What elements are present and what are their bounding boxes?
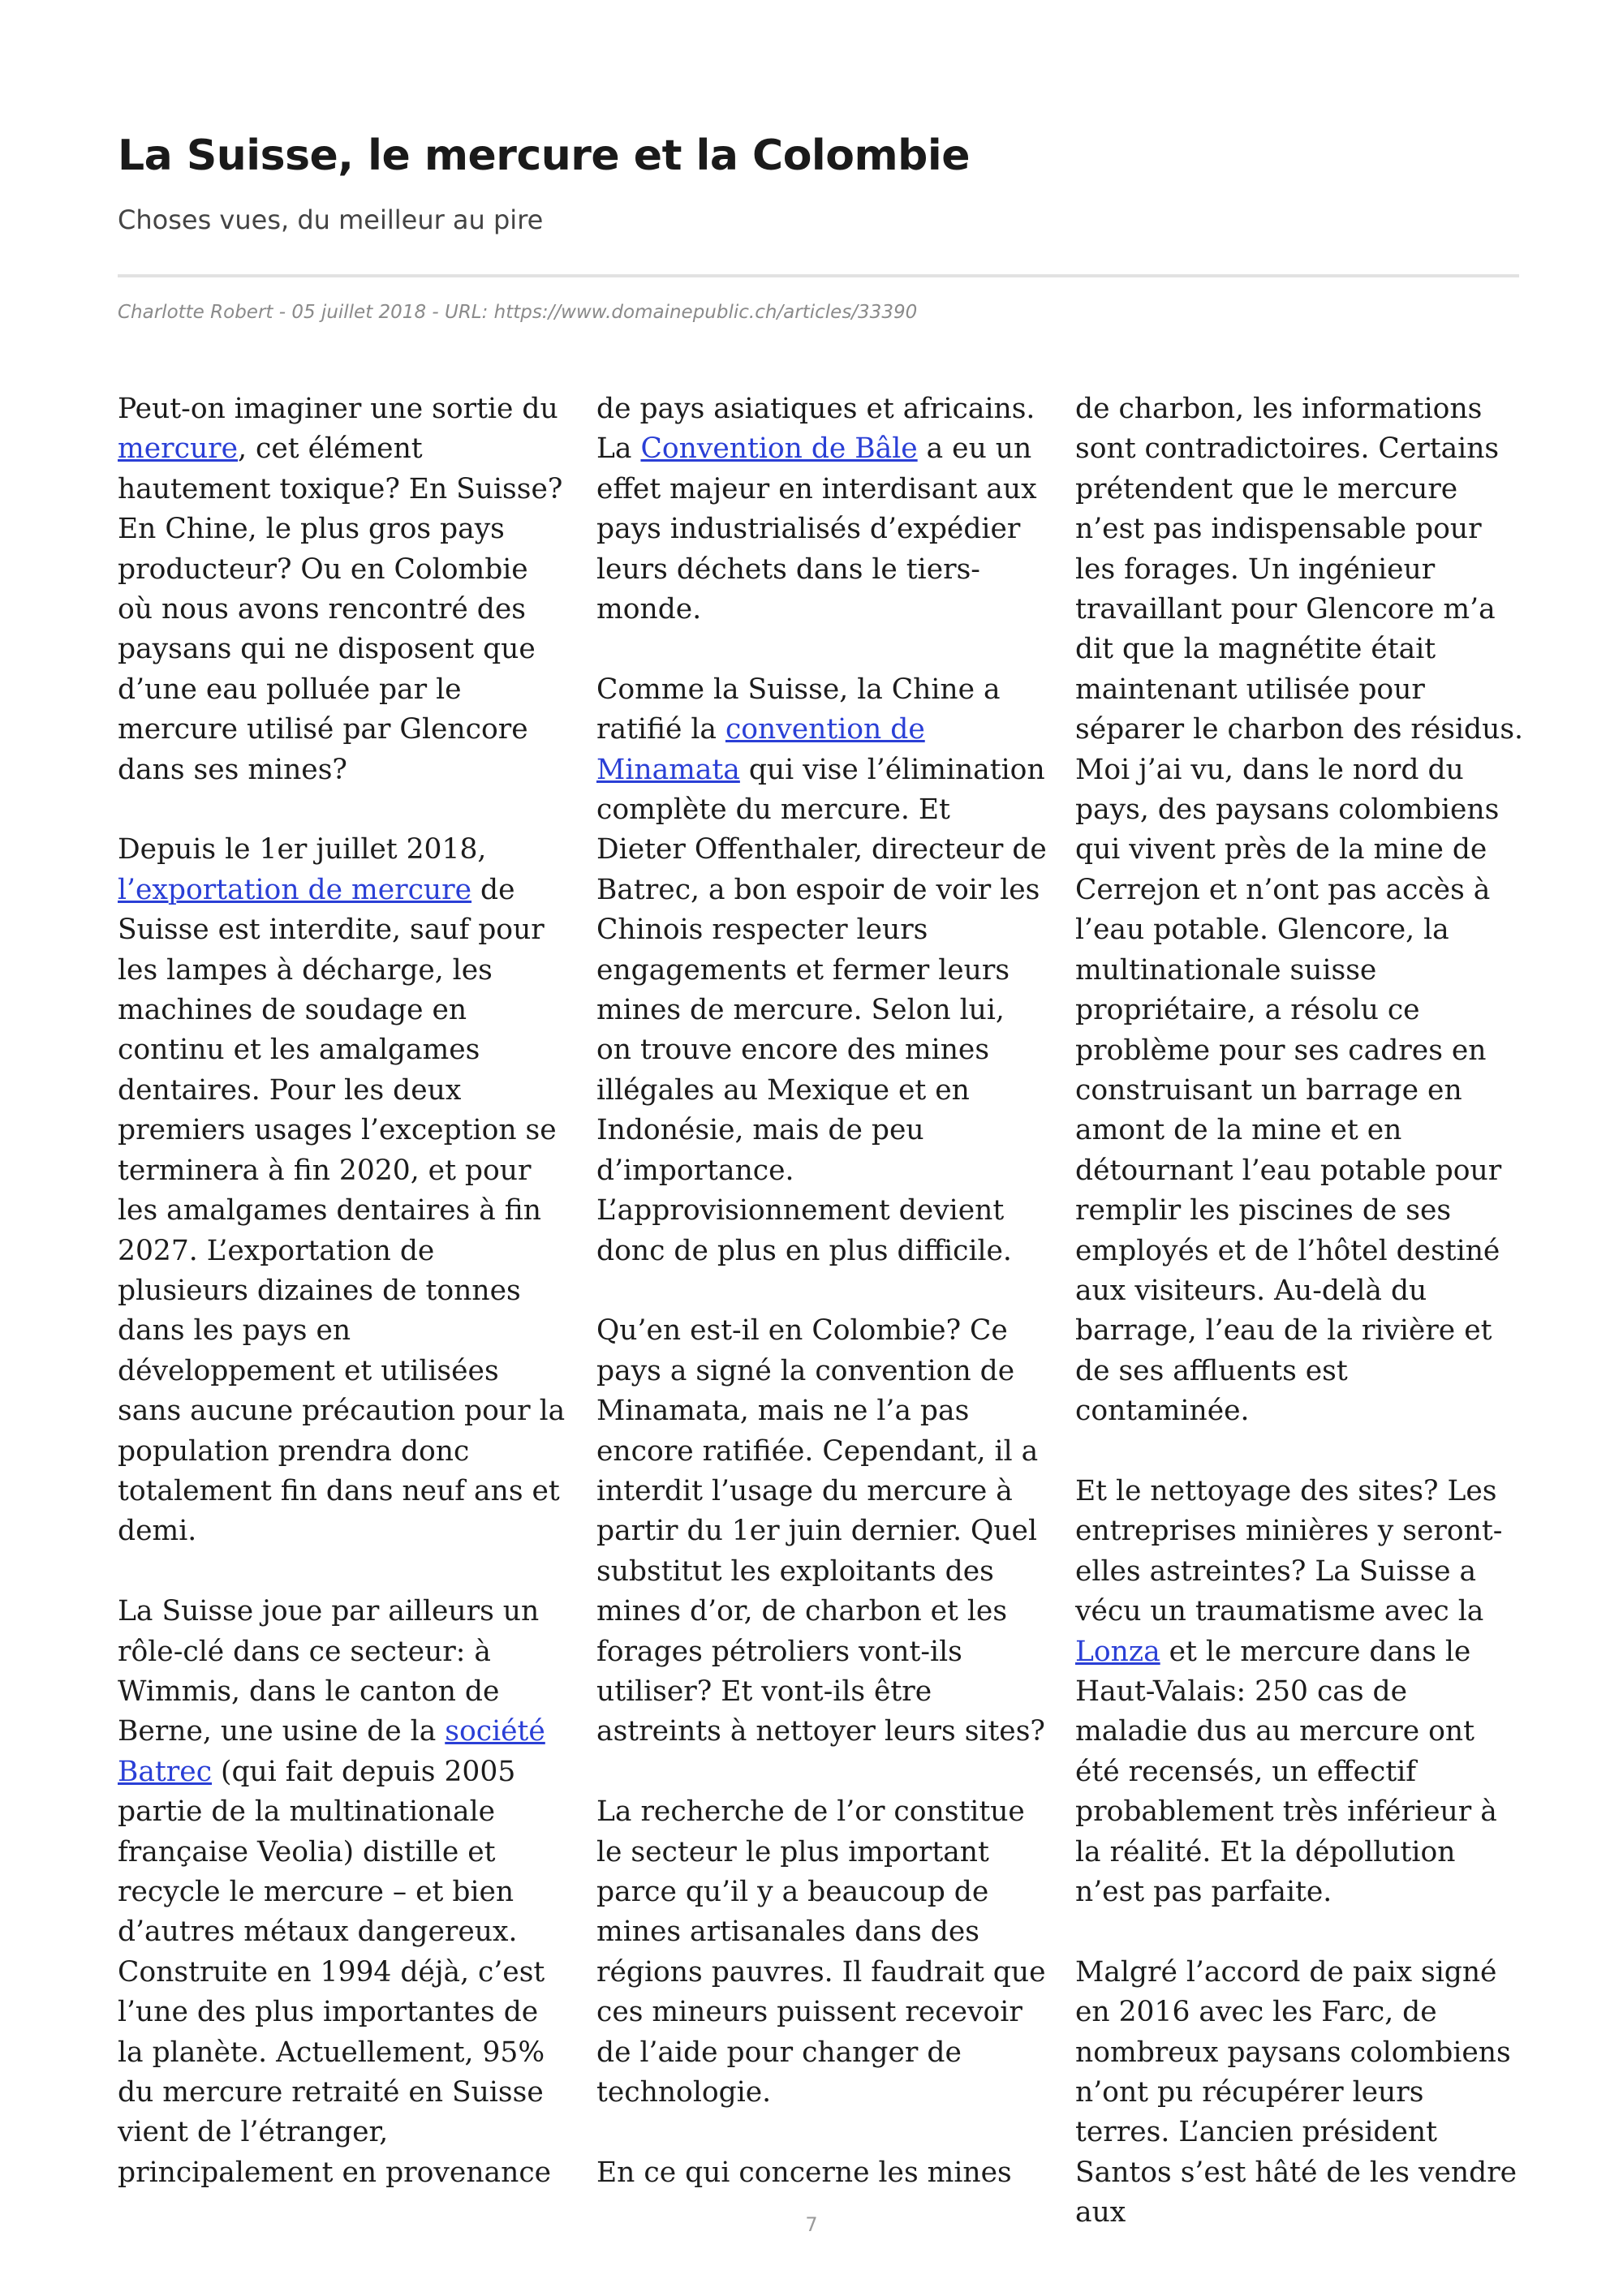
link-convention-bale[interactable]: Convention de Bâle <box>640 432 918 466</box>
paragraph: La recherche de l’or constitue le secteur le plus important parce qu’il y a beaucoup de mines artisanales dans des régions pauvres. Il faudrait que ces mineurs puissent recevoir de l’aide pour changer de technologie. <box>596 1795 1046 2109</box>
article-byline: Charlotte Robert - 05 juillet 2018 - URL: https://www.domainepublic.ch/articles/33390 <box>118 302 918 323</box>
paragraph: de charbon, les informations sont contradictoires. Certains prétendent que le mercure n’est pas indispensable pour les forages. Un ingénieur travaillant pour Glencore m’a dit que la magnétite était maintenant utilisée pour séparer le charbon des résidus. Moi j’ai vu, dans le nord du pays, des paysans colombiens qui vivent près de la mine de Cerrejon et n’ont pas accès à l’eau potable. Glencore, la multinationale suisse propriétaire, a résolu ce problème pour ses cadres en construisant un barrage en amont de la mine et en détournant l’eau potable pour remplir les piscines de ses employés et de l’hôtel destiné aux visiteurs. Au-delà du barrage, l’eau de la rivière et de ses affluents est contaminée. <box>1075 393 1523 1428</box>
article-title: La Suisse, le mercure et la Colombie <box>118 131 970 180</box>
paragraph: Qu’en est-il en Colombie? Ce pays a signé la convention de Minamata, mais ne l’a pas encore ratifiée. Cependant, il a interdit l’usage du mercure à partir du 1er juin dernier. Quel substitut les exploitants des mines d’or, de charbon et les forages pétroliers vont-ils utiliser? Et vont-ils être astreints à nettoyer leurs sites? <box>596 1314 1045 1748</box>
paragraph: Malgré l’accord de paix signé en 2016 avec les Farc, de nombreux paysans colombiens n’ont pu récupérer leurs terres. L’ancien président Santos s’est hâté de les vendre aux <box>1075 1955 1518 2229</box>
paragraph: Comme la Suisse, la Chine a ratifié la convention de Minamata qui vise l’élimination complète du mercure. Et Dieter Offenthaler, directeur de Batrec, a bon espoir de voir les Chinois respecter leurs engagements et fermer leurs mines de mercure. Selon lui, on trouve encore des mines illégales au Mexique et en Indonésie, mais de peu d’importance. L’approvisionnement devient donc de plus en plus difficile. <box>596 673 1047 1267</box>
text-column-3 <box>1075 389 1526 2273</box>
page-number: 7 <box>805 2213 818 2236</box>
paragraph: Peut-on imaginer une sortie du mercure, cet élément hautement toxique? En Suisse? En Chine, le plus gros pays producteur? Ou en Colombie où nous avons rencontré des paysans qui ne disposent que d’une eau polluée par le mercure utilisé par Glencore dans ses mines? <box>118 393 563 786</box>
header-divider <box>118 274 1519 277</box>
paragraph: de pays asiatiques et africains. La Convention de Bâle a eu un effet majeur en interdisant aux pays industrialisés d’expédier leurs déchets dans le tiers-monde. <box>596 393 1037 626</box>
link-convention-minamata[interactable]: convention de Minamata <box>596 713 925 786</box>
link-lonza[interactable]: Lonza <box>1075 1635 1160 1668</box>
text-column-2 <box>596 389 1047 2234</box>
link-societe-batrec[interactable]: société Batrec <box>118 1715 545 1788</box>
paragraph: Et le nettoyage des sites? Les entreprises minières y seront-elles astreintes? La Suisse a vécu un traumatisme avec la Lonza et le mercure dans le Haut-Valais: 250 cas de maladie dus au mercure ont été recensés, un effectif probablement très inférieur à la réalité. Et la dépollution n’est pas parfaite. <box>1075 1474 1503 1909</box>
paragraph: Depuis le 1er juillet 2018, l’exportation de mercure de Suisse est interdite, sauf pour les lampes à décharge, les machines de soudage en continu et les amalgames dentaires. Pour les deux premiers usages l’exception se terminera à fin 2020, et pour les amalgames dentaires à fin 2027. L’exportation de plusieurs dizaines de tonnes dans les pays en développement et utilisées sans aucune précaution pour la population prendra donc totalement fin dans neuf ans et demi. <box>118 833 566 1548</box>
link-mercure[interactable]: mercure <box>118 432 239 466</box>
link-exportation-mercure[interactable]: l’exportation de mercure <box>118 873 472 906</box>
article-subtitle: Choses vues, du meilleur au pire <box>118 204 544 235</box>
paragraph: La Suisse joue par ailleurs un rôle-clé dans ce secteur: à Wimmis, dans le canton de Berne, une usine de la société Batrec (qui fait depuis 2005 partie de la multinationale française Veolia) distille et recycle le mercure – et bien d’autres métaux dangereux. Construite en 1994 déjà, c’est l’une des plus importantes de la planète. Actuellement, 95% du mercure retraité en Suisse vient de l’étranger, principalement en provenance <box>118 1595 552 2189</box>
text-column-1 <box>118 389 568 2234</box>
paragraph: En ce qui concerne les mines <box>596 2156 1012 2189</box>
